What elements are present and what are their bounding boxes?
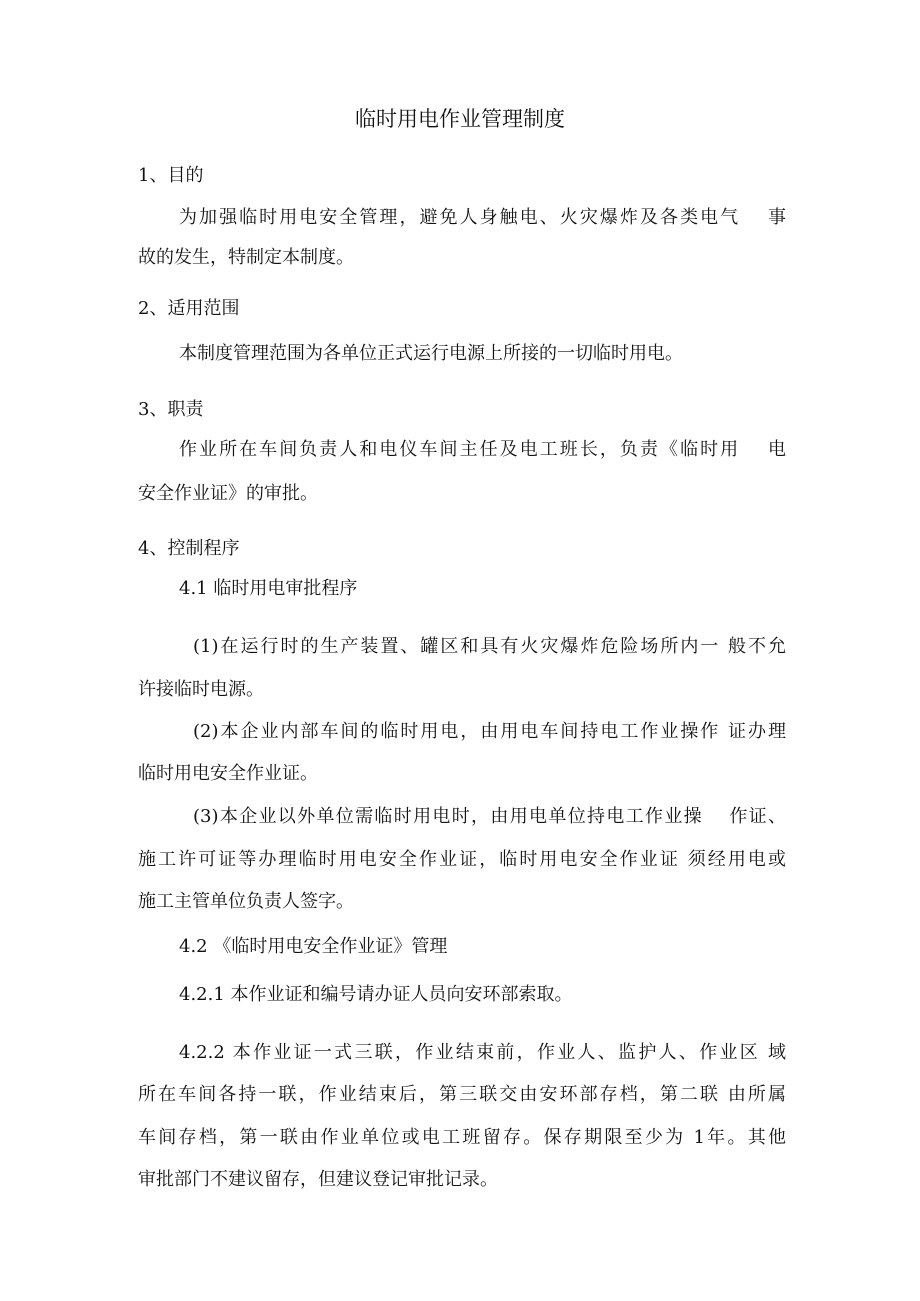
paragraph-line: 所在车间各持一联，作业结束后，第三联交由安环部存档，第二联 由所属: [138, 1084, 786, 1105]
subsection-heading-4-1: 4.1 临时用电审批程序: [179, 578, 358, 599]
paragraph-line: 4.2.2 本作业证一式三联，作业结束前，作业人、监护人、作业区 域: [179, 1042, 786, 1063]
paragraph-line: 安全作业证》的审批。: [138, 483, 318, 504]
paragraph-line: 车间存档，第一联由作业单位或电工班留存。保存期限至少为 1年。其他: [138, 1127, 786, 1148]
section-heading-scope: 2、适用范围: [138, 298, 240, 319]
subsection-4-2-1: 4.2.1 本作业证和编号请办证人员向安环部索取。: [179, 984, 573, 1005]
list-item-line: (2)本企业内部车间的临时用电，由用电车间持电工作业操作 证办理: [193, 721, 786, 742]
list-item-line: (1)在运行时的生产装置、罐区和具有火灾爆炸危险场所内一 般不允: [193, 636, 786, 657]
section-heading-procedure: 4、控制程序: [138, 538, 240, 559]
section-heading-purpose: 1、目的: [138, 165, 204, 186]
section-heading-duties: 3、职责: [138, 399, 204, 420]
document-title: 临时用电作业管理制度: [355, 107, 565, 131]
list-item-line: 施工许可证等办理临时用电安全作业证，临时用电安全作业证 须经用电或: [138, 849, 786, 870]
paragraph-line: 作业所在车间负责人和电仪车间主任及电工班长，负责《临时用 电: [179, 439, 786, 460]
paragraph-line: 本制度管理范围为各单位正式运行电源上所接的一切临时用电。: [179, 343, 683, 364]
paragraph-line: 为加强临时用电安全管理，避免人身触电、火灾爆炸及各类电气 事: [179, 207, 786, 228]
subsection-heading-4-2: 4.2 《临时用电安全作业证》管理: [179, 936, 448, 957]
list-item-line: 临时用电安全作业证。: [138, 763, 318, 784]
list-item-line: 施工主管单位负责人签字。: [138, 891, 354, 912]
list-item-line: (3)本企业以外单位需临时用电时，由用电单位持电工作业操 作证、: [193, 806, 786, 827]
list-item-line: 许接临时电源。: [138, 679, 264, 700]
paragraph-line: 审批部门不建议留存，但建议登记审批记录。: [138, 1169, 498, 1190]
paragraph-line: 故的发生，特制定本制度。: [138, 247, 354, 268]
